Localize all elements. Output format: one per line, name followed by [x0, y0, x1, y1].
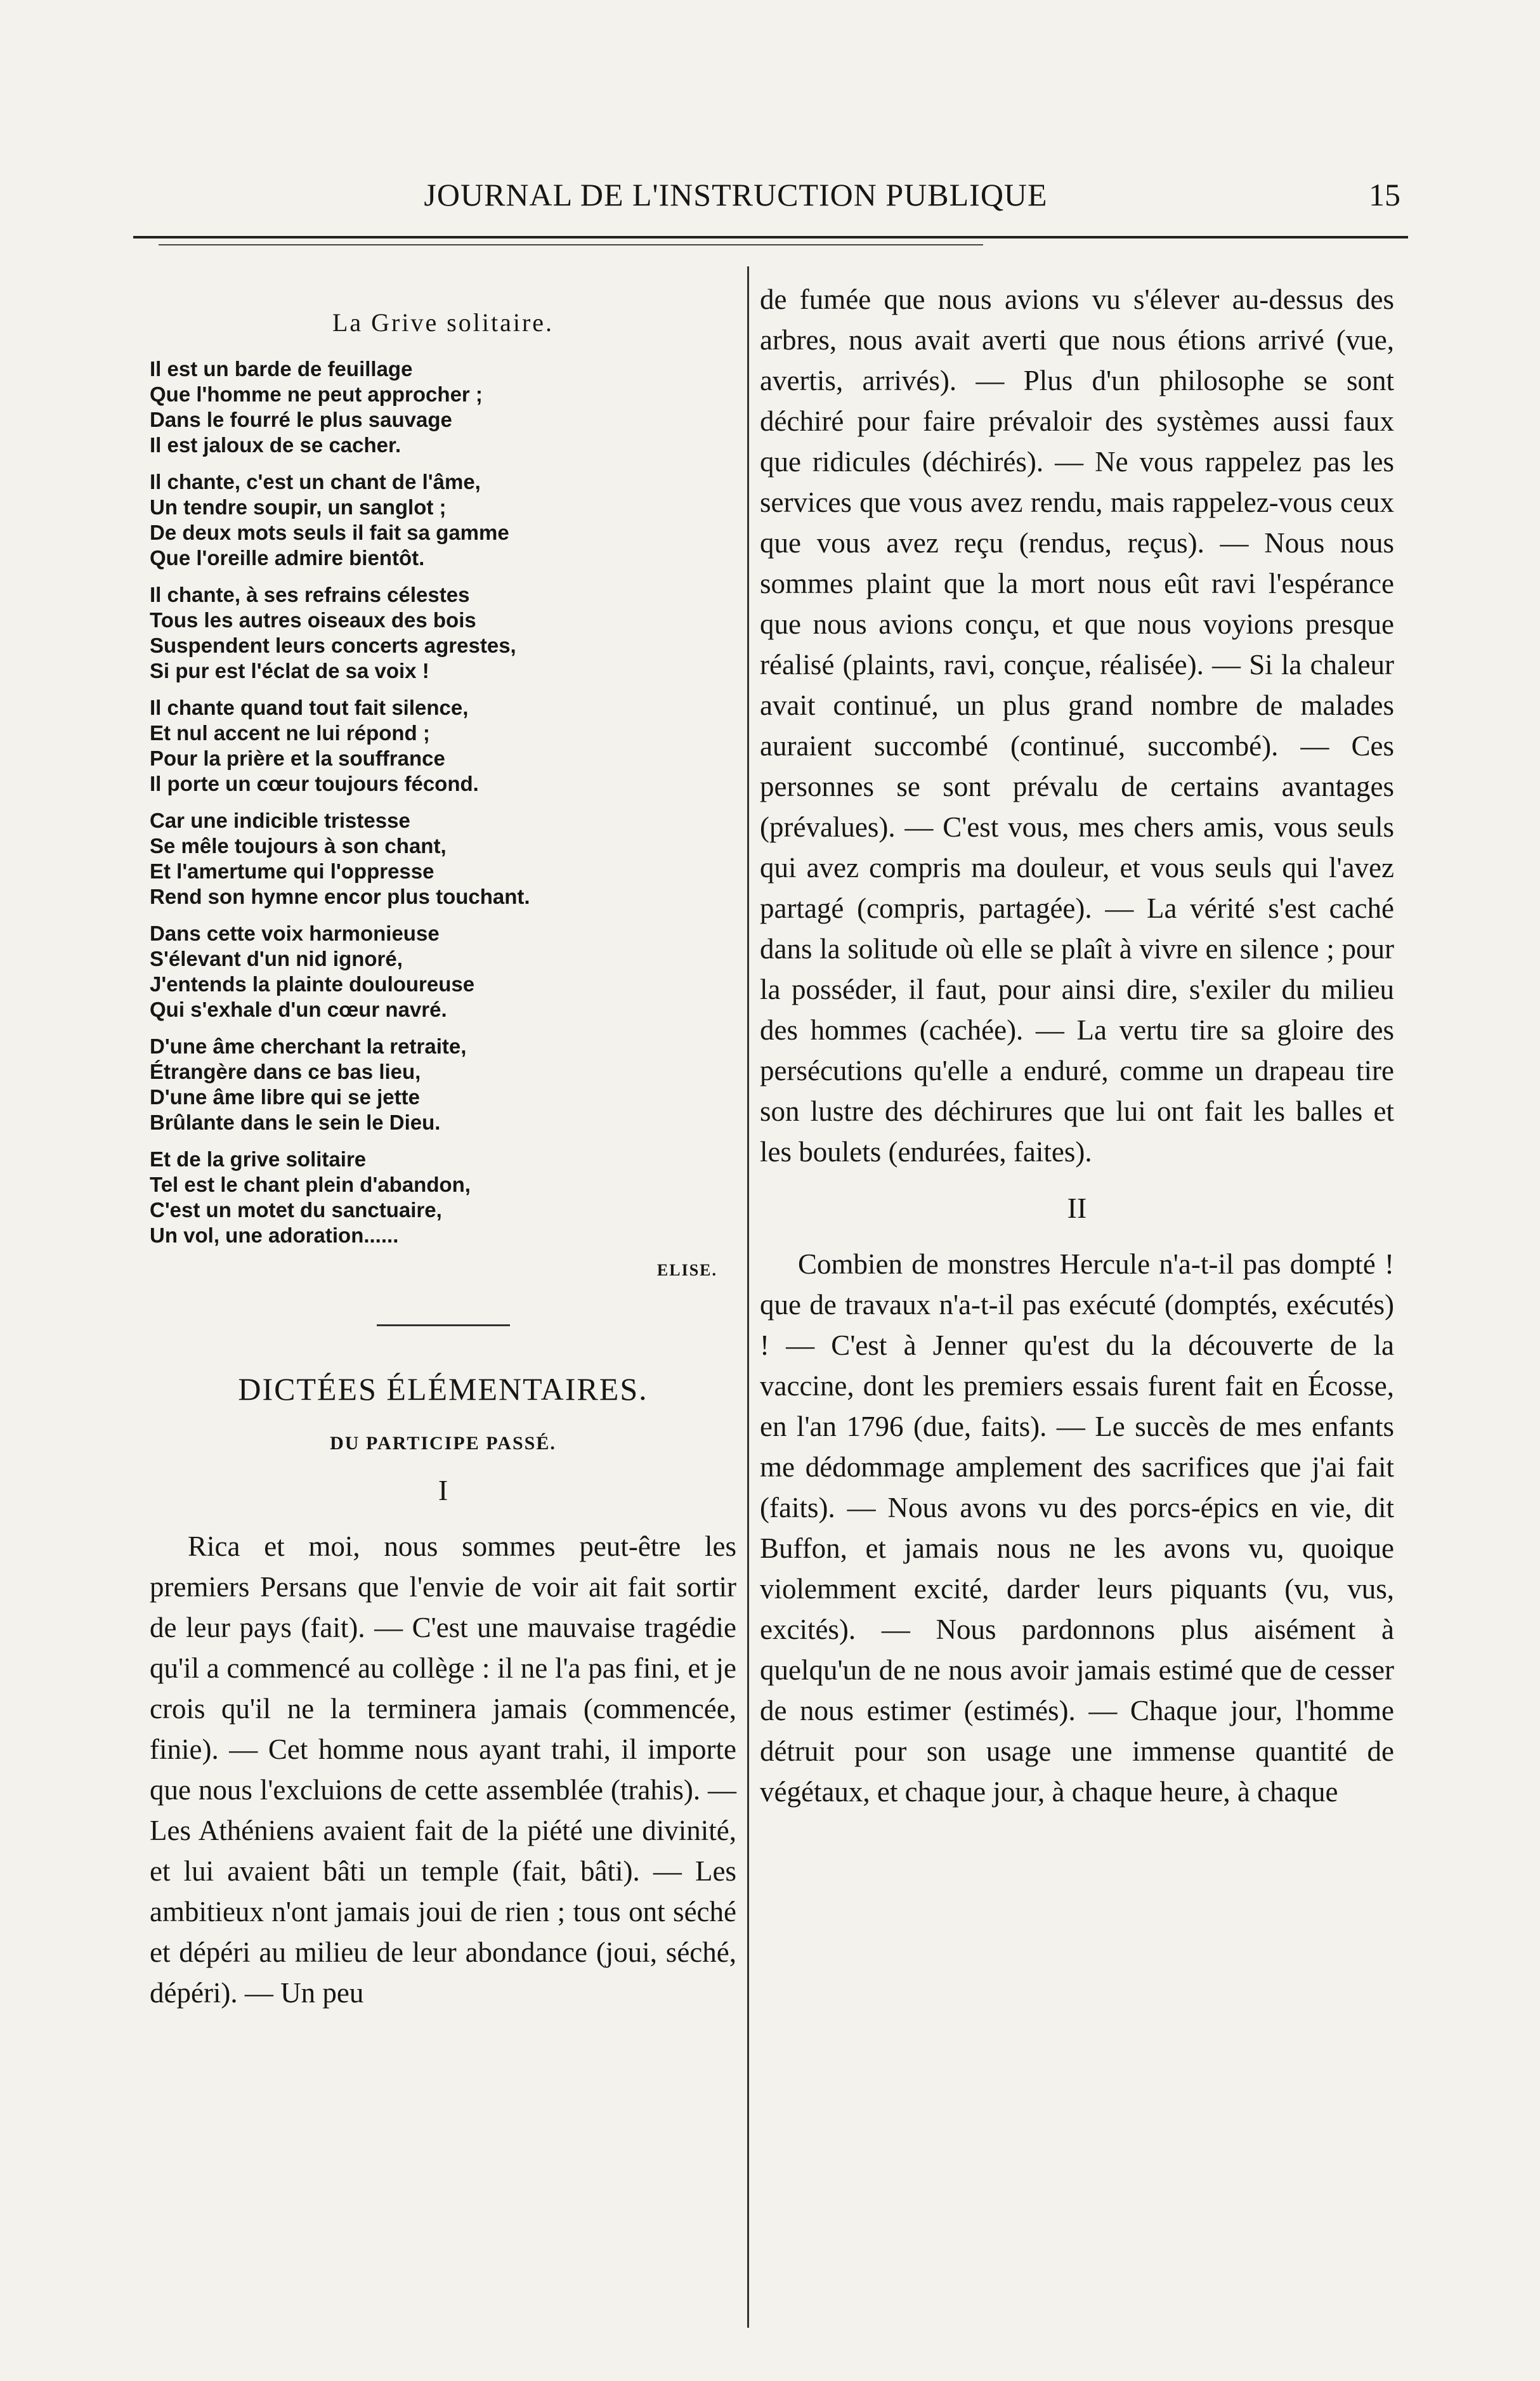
- section-title: DICTÉES ÉLÉMENTAIRES.: [238, 1371, 648, 1407]
- poem-stanza: [150, 921, 736, 1022]
- poem-line: Brûlante dans le sein le Dieu.: [150, 1111, 441, 1134]
- poem-line: Pour la prière et la souffrance: [150, 747, 445, 770]
- dictation-numeral-2: II: [1067, 1192, 1087, 1224]
- poem-line: C'est un motet du sanctuaire,: [150, 1198, 442, 1222]
- poem-line: Si pur est l'éclat de sa voix !: [150, 659, 429, 682]
- poem-line: Il chante, à ses refrains célestes: [150, 583, 470, 606]
- poem-line: D'une âme cherchant la retraite,: [150, 1034, 467, 1058]
- poem-line: Dans le fourré le plus sauvage: [150, 408, 452, 431]
- poem-line: Étrangère dans ce bas lieu,: [150, 1060, 421, 1083]
- running-header: JOURNAL DE L'INSTRUCTION PUBLIQUE: [424, 177, 1048, 212]
- right-column: [760, 279, 1394, 1812]
- poem-line: Un vol, une adoration......: [150, 1223, 399, 1247]
- poem-stanza: [150, 469, 736, 571]
- section-divider: [377, 1324, 510, 1326]
- poem-line: Dans cette voix harmonieuse: [150, 922, 440, 945]
- poem-line: Tel est le chant plein d'abandon,: [150, 1173, 471, 1196]
- poem-stanza: [150, 582, 736, 684]
- poem-stanza: [150, 808, 736, 910]
- section-subtitle: DU PARTICIPE PASSÉ.: [330, 1433, 556, 1454]
- dictation-1-continued-text: de fumée que nous avions vu s'élever au-dessus des arbres, nous avait averti que nous étions arrivé (vue, avertis, arrivés). — Plus d'un philosophe se sont déchiré pour faire prévaloir des systèmes aussi faux que ridicules (déchirés). — Ne vous rappelez pas les services que vous avez rendu, mais rappelez-vous ceux que vous avez reçu (rendus, reçus). — Nous nous sommes plaint que la mort nous eût ravi l'espérance que nous avions conçu, et que nous voyions presque réalisé (plaints, ravi, conçue, réalisée). — Si la chaleur avait continué, un plus grand nombre de malades auraient succombé (continué, succombé). — Ces personnes se sont prévalu de certains avantages (prévalues). — C'est vous, mes chers amis, vous seuls qui avez compris ma douleur, et vous seuls qui l'avez partagé (compris, partagée). — La vérité s'est caché dans la solitude où elle se plaît à vivre en silence ; pour la posséder, il faut, pour ainsi dire, s'exiler du milieu des hommes (cachée). — La vertu tire sa gloire des persécutions qu'elle a enduré, comme un drapeau tire son lustre des déchirures que lui ont fait les balles et les boulets (endurées, faites).: [760, 284, 1394, 1168]
- poem-stanza: [150, 1034, 736, 1135]
- poem-title: La Grive solitaire.: [332, 308, 554, 337]
- poem-line: S'élevant d'un nid ignoré,: [150, 947, 403, 970]
- dictation-numeral-1: I: [438, 1474, 448, 1506]
- dictation-1-text: Rica et moi, nous sommes peut-être les premiers Persans que l'envie de voir ait fait sortir de leur pays (fait). — C'est une mauvaise tragédie qu'il a commencé au collège : il ne l'a pas fini, et je crois qu'il ne la terminera jamais (commencée, finie). — Cet homme nous ayant trahi, il importe que nous l'excluions de cette assemblée (trahis). — Les Athéniens avaient fait de la piété une divinité, et lui avaient bâti un temple (fait, bâti). — Les ambitieux n'ont jamais joui de rien ; tous ont séché et dépéri au milieu de leur abondance (joui, séché, dépéri). — Un peu: [150, 1530, 736, 2009]
- poem-line: Et l'amertume qui l'oppresse: [150, 859, 434, 883]
- poem-line: De deux mots seuls il fait sa gamme: [150, 521, 509, 544]
- poem-signature: ELISE.: [656, 1261, 717, 1279]
- poem-line: Suspendent leurs concerts agrestes,: [150, 634, 516, 657]
- poem-line: Et de la grive solitaire: [150, 1147, 367, 1171]
- poem-line: Qui s'exhale d'un cœur navré.: [150, 998, 447, 1021]
- poem-stanza: [150, 1147, 736, 1248]
- poem-line: Il chante quand tout fait silence,: [150, 696, 469, 719]
- poem-line: Que l'oreille admire bientôt.: [150, 546, 425, 570]
- dictation-1-continued: [760, 279, 1394, 1172]
- header-rule: [133, 236, 1408, 238]
- poem-line: Il est un barde de feuillage: [150, 357, 413, 381]
- poem-line: Un tendre soupir, un sanglot ;: [150, 495, 447, 519]
- column-divider: [747, 266, 749, 2328]
- poem-line: Il chante, c'est un chant de l'âme,: [150, 470, 481, 493]
- poem-line: Que l'homme ne peut approcher ;: [150, 382, 483, 406]
- poem-line: D'une âme libre qui se jette: [150, 1085, 420, 1109]
- poem-line: Rend son hymne encor plus touchant.: [150, 885, 530, 908]
- poem-stanza: [150, 695, 736, 797]
- poem-line: Car une indicible tristesse: [150, 809, 410, 832]
- page-number: 15: [1369, 177, 1400, 212]
- dictation-2: [760, 1244, 1394, 1812]
- poem-line: Il est jaloux de se cacher.: [150, 433, 401, 457]
- poem-line: Tous les autres oiseaux des bois: [150, 608, 476, 632]
- left-column: [150, 279, 736, 2013]
- dictation-1: [150, 1526, 736, 2013]
- poem-line: Se mêle toujours à son chant,: [150, 834, 447, 858]
- poem-stanza: [150, 356, 736, 458]
- dictation-2-text: Combien de monstres Hercule n'a-t-il pas dompté ! que de travaux n'a-t-il pas exécuté (domptés, exécutés) ! — C'est à Jenner qu'est du la découverte de la vaccine, dont les premiers essais furent fait en Écosse, en l'an 1796 (due, faits). — Le succès de mes enfants me dédommage amplement des sacrifices que j'ai fait (faits). — Nous avons vu des porcs-épics en vie, dit Buffon, et jamais nous ne les avons vu, quoique violemment excité, darder leurs piquants (vu, vus, excités). — Nous pardonnons plus aisément à quelqu'un de ne nous avoir jamais estimé que de cesser de nous estimer (estimés). — Chaque jour, l'homme détruit pour son usage une immense quantité de végétaux, et chaque jour, à chaque heure, à chaque: [760, 1248, 1394, 1808]
- poem-line: J'entends la plainte douloureuse: [150, 972, 475, 996]
- header-rule-thin: [159, 244, 983, 245]
- poem: [150, 356, 736, 1248]
- poem-line: Et nul accent ne lui répond ;: [150, 721, 430, 745]
- poem-line: Il porte un cœur toujours fécond.: [150, 772, 479, 795]
